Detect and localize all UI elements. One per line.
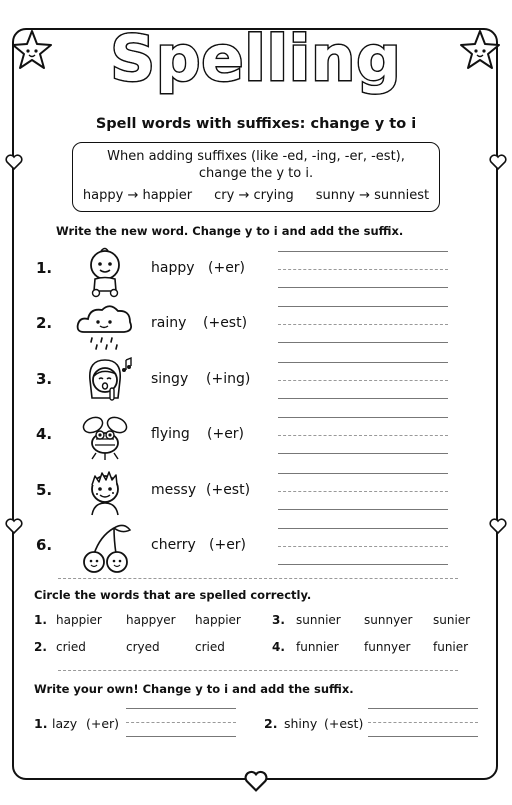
- rule-example: cry → crying: [214, 188, 294, 203]
- fly-icon: [74, 409, 136, 465]
- suffix-hint: (+est): [324, 716, 364, 731]
- item-number: 2.: [34, 640, 47, 654]
- base-word: happy: [151, 260, 195, 276]
- heart-icon: [244, 770, 268, 792]
- answer-lines[interactable]: [278, 469, 448, 513]
- exercise-row: [0, 465, 512, 521]
- answer-line[interactable]: [368, 736, 478, 737]
- exercise-row: [0, 298, 512, 354]
- base-word: singy: [151, 371, 189, 387]
- base-word: rainy: [151, 315, 187, 331]
- answer-line[interactable]: [368, 722, 478, 723]
- word-choice[interactable]: happyer: [126, 613, 176, 627]
- suffix-hint: (+est): [206, 482, 251, 498]
- section1-instruction: Write the new word. Change y to i and add the suffix.: [56, 224, 404, 238]
- answer-lines[interactable]: [278, 524, 448, 568]
- rule-line: change the y to i.: [198, 166, 314, 181]
- item-number: 2.: [264, 716, 278, 731]
- word-choice[interactable]: happier: [56, 613, 102, 627]
- singing-girl-icon: [74, 354, 136, 410]
- rain-cloud-icon: [74, 298, 136, 354]
- word-choice[interactable]: cried: [56, 640, 86, 654]
- word-choice[interactable]: happier: [195, 613, 241, 627]
- suffix-hint: (+er): [207, 426, 245, 442]
- answer-line[interactable]: [126, 722, 236, 723]
- rule-example: happy → happier: [82, 188, 193, 203]
- section2-instruction: Circle the words that are spelled correctly.: [34, 588, 312, 602]
- word-choice[interactable]: funnyer: [364, 640, 411, 654]
- item-number: 4.: [36, 425, 53, 443]
- item-number: 3.: [272, 613, 285, 627]
- word-choice[interactable]: sunnyer: [364, 613, 413, 627]
- exercise-row: [0, 243, 512, 299]
- word-choice[interactable]: sunnier: [296, 613, 341, 627]
- rule-line: When adding suffixes (like -ed, -ing, -er, -est),: [107, 149, 405, 164]
- cherries-icon: [74, 520, 136, 576]
- base-word: lazy: [52, 716, 78, 731]
- messy-boy-icon: [74, 465, 136, 521]
- word-choice[interactable]: funnier: [296, 640, 339, 654]
- rule-example: sunny → sunniest: [315, 188, 430, 203]
- rule-examples: [73, 187, 439, 204]
- page-title: Spelling: [110, 22, 402, 95]
- heart-icon: [5, 154, 23, 170]
- item-number: 3.: [36, 370, 53, 388]
- word-choice[interactable]: sunier: [433, 613, 471, 627]
- suffix-hint: (+ing): [206, 371, 251, 387]
- answer-line[interactable]: [126, 736, 236, 737]
- exercise-row: [0, 409, 512, 465]
- answer-line[interactable]: [368, 708, 478, 709]
- baby-icon: [74, 243, 136, 299]
- suffix-hint: (+er): [209, 537, 247, 553]
- section-divider: [58, 578, 458, 579]
- item-number: 1.: [34, 613, 47, 627]
- suffix-hint: (+est): [203, 315, 248, 331]
- base-word: messy: [151, 482, 197, 498]
- answer-lines[interactable]: [278, 413, 448, 457]
- answer-lines[interactable]: [278, 302, 448, 346]
- base-word: flying: [151, 426, 190, 442]
- item-number: 5.: [36, 481, 53, 499]
- item-number: 6.: [36, 536, 53, 554]
- suffix-hint: (+er): [86, 716, 120, 731]
- item-number: 4.: [272, 640, 285, 654]
- answer-lines[interactable]: [278, 247, 448, 291]
- item-number: 1.: [34, 716, 48, 731]
- base-word: cherry: [151, 537, 196, 553]
- rule-box: [72, 142, 440, 212]
- page-subtitle: Spell words with suffixes: change y to i: [95, 116, 417, 132]
- suffix-hint: (+er): [208, 260, 246, 276]
- answer-lines[interactable]: [278, 358, 448, 402]
- exercise-row: [0, 520, 512, 576]
- item-number: 1.: [36, 259, 53, 277]
- base-word: shiny: [284, 716, 318, 731]
- word-choice[interactable]: cried: [195, 640, 225, 654]
- exercise-row: [0, 354, 512, 410]
- section-divider: [58, 670, 458, 671]
- word-choice[interactable]: cryed: [126, 640, 160, 654]
- answer-line[interactable]: [126, 708, 236, 709]
- section3-instruction: Write your own! Change y to i and add the suffix.: [34, 682, 354, 696]
- item-number: 2.: [36, 314, 53, 332]
- word-choice[interactable]: funier: [433, 640, 469, 654]
- heart-icon: [489, 154, 507, 170]
